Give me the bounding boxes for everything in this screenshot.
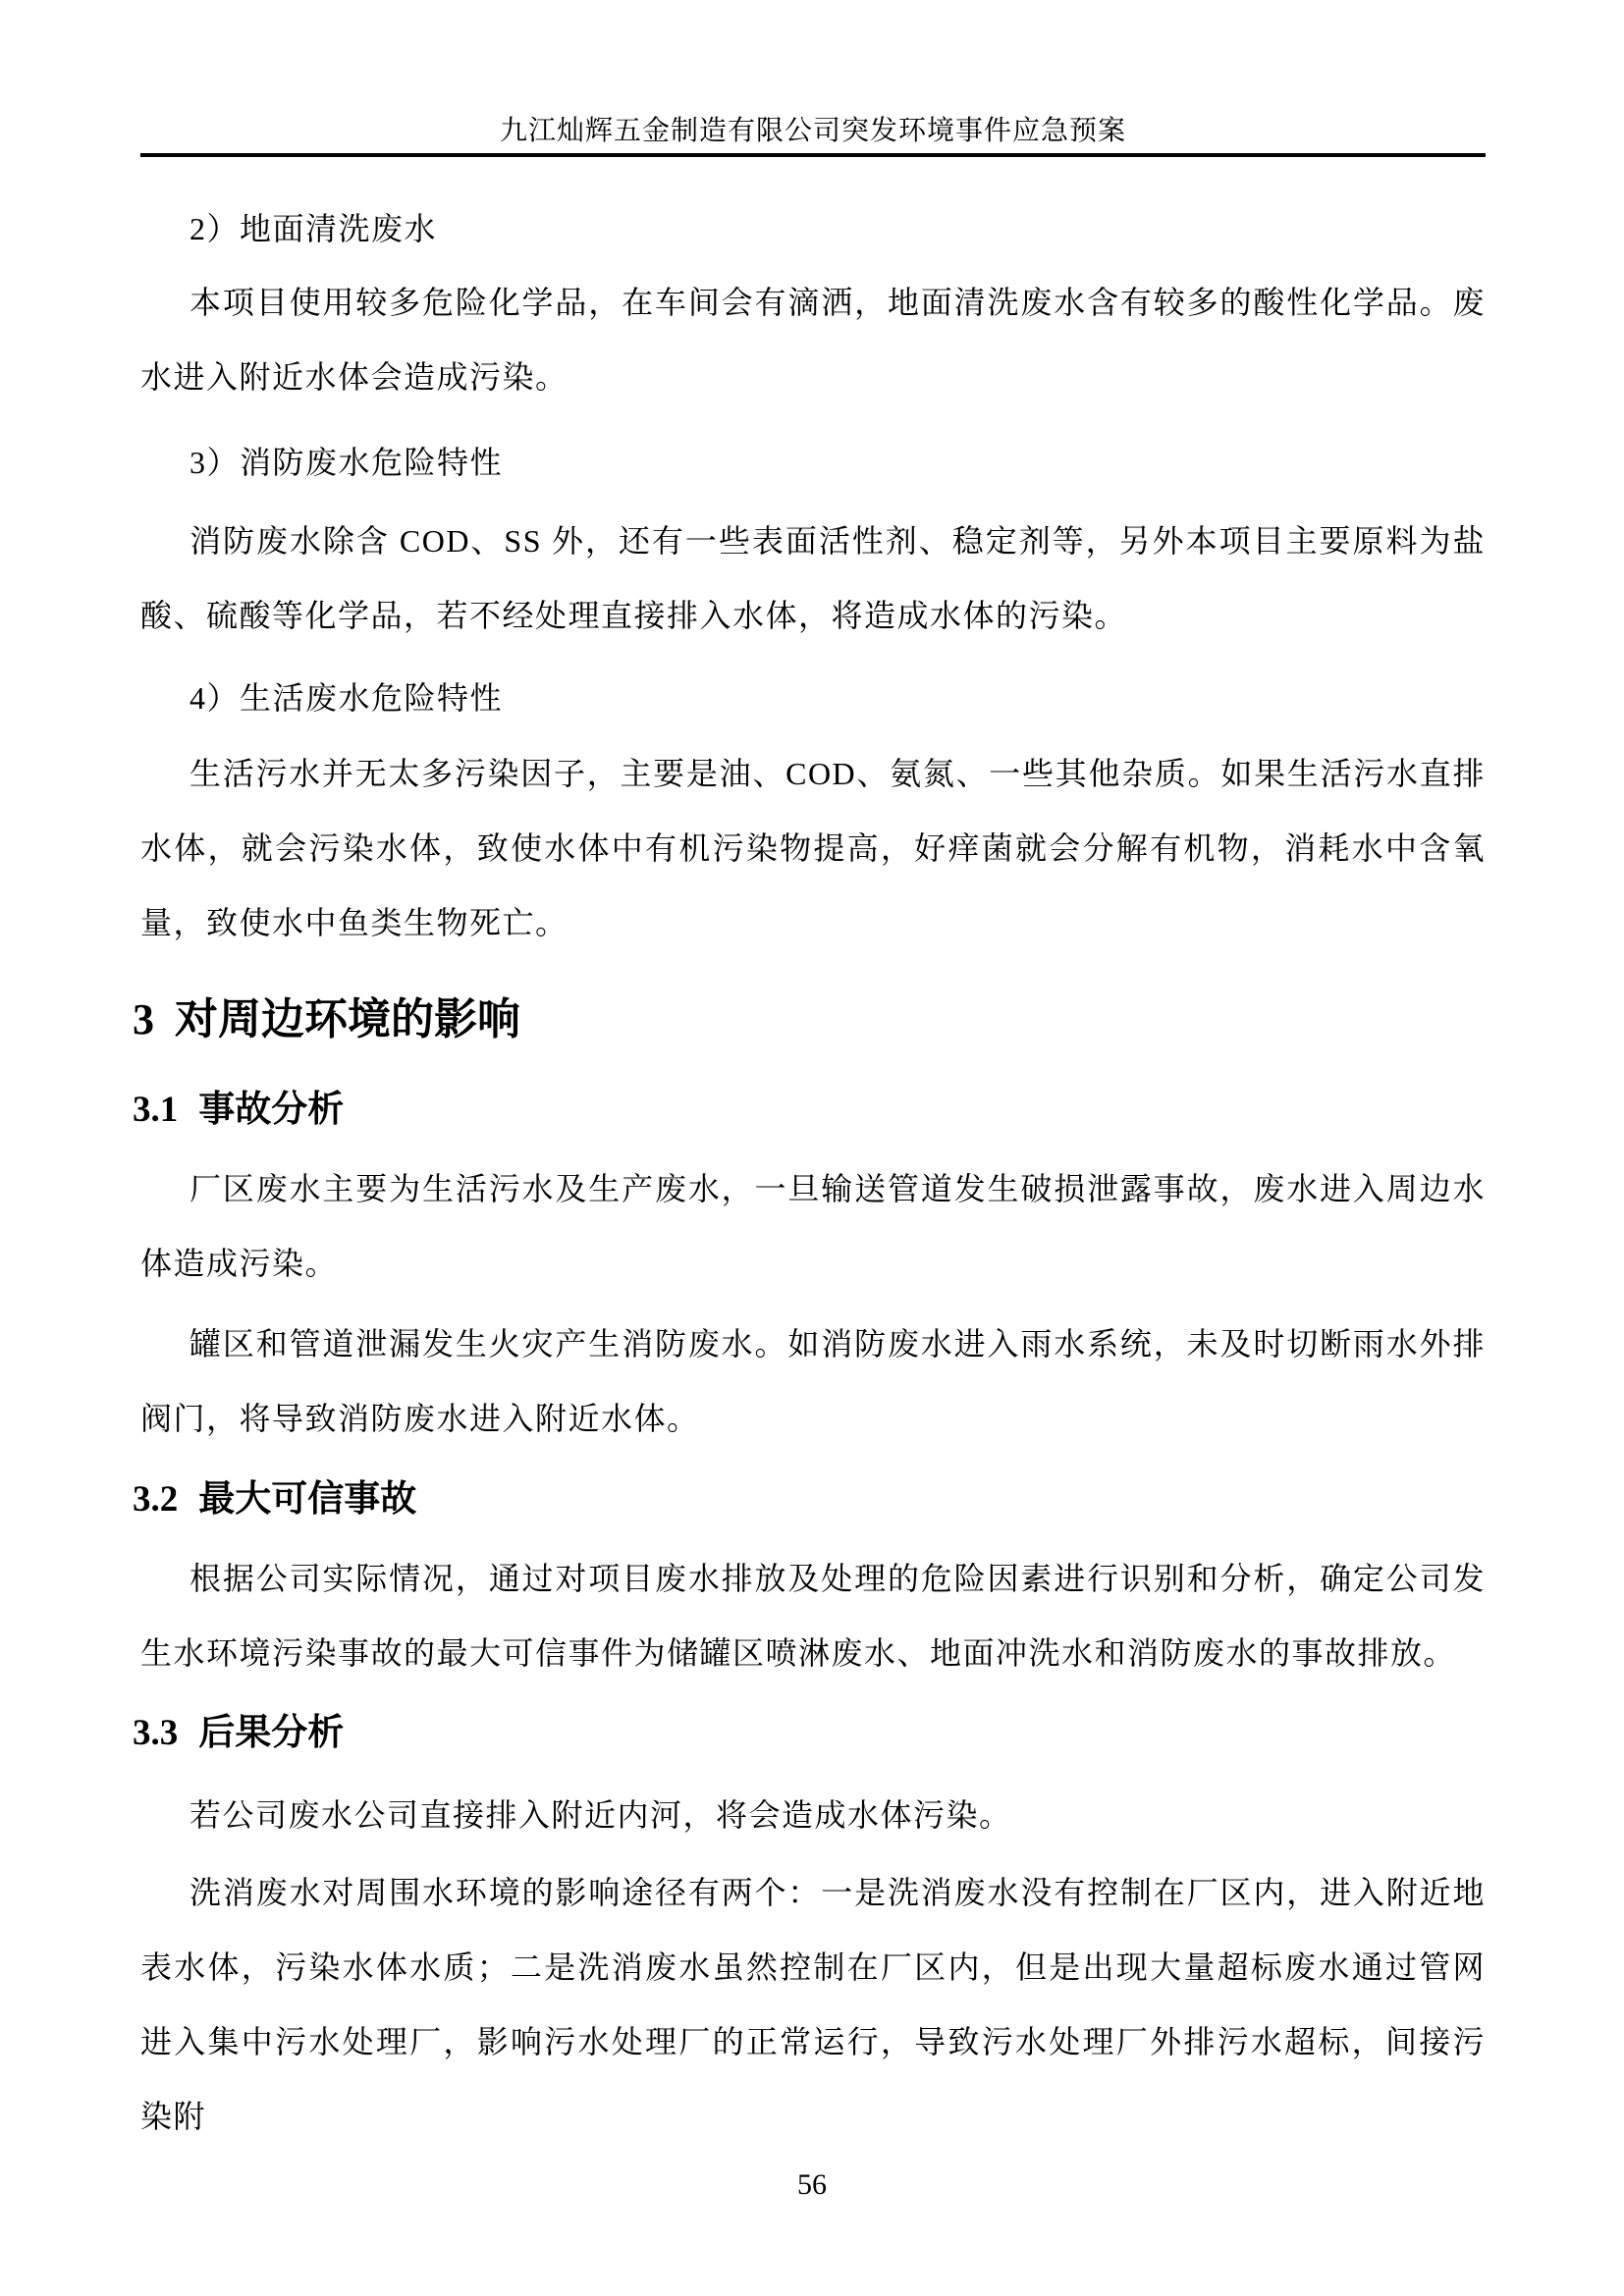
paragraph-consequence-analysis-2: 洗消废水对周围水环境的影响途径有两个：一是洗消废水没有控制在厂区内，进入附近地表水体，污染水体水质；二是洗消废水虽然控制在厂区内，但是出现大量超标废水通过管网进入集中污水处理厂，影响污水处理厂的正常运行，导致污水处理厂外排污水超标，间接污染附 (140, 1875, 1486, 2134)
paragraph-accident-analysis-2: 罐区和管道泄漏发生火灾产生消防废水。如消防废水进入雨水系统，未及时切断雨水外排阀门，将导致消防废水进入附近水体。 (140, 1326, 1486, 1436)
subsection-heading-3-2 (133, 1472, 1486, 1527)
subsection-heading-3-1 (133, 1083, 1486, 1138)
subsection-number: 3.2 (133, 1479, 179, 1520)
header-rule (140, 153, 1486, 157)
subsection-title: 最大可信事故 (198, 1479, 417, 1520)
section-number: 3 (133, 995, 154, 1043)
subsection-title: 后果分析 (198, 1713, 345, 1753)
subsection-title: 事故分析 (198, 1090, 345, 1130)
paragraph-max-credible-accident: 根据公司实际情况，通过对项目废水排放及处理的危险因素进行识别和分析，确定公司发生水环境污染事故的最大可信事件为储罐区喷淋废水、地面冲洗水和消防废水的事故排放。 (140, 1561, 1486, 1671)
page-header-title: 九江灿辉五金制造有限公司突发环境事件应急预案 (499, 116, 1126, 146)
list-item-2-ground-washing: 2）地面清洗废水 (189, 211, 438, 246)
paragraph-ground-washing-detail: 本项目使用较多危险化学品，在车间会有滴洒，地面清洗废水含有较多的酸性化学品。废水进入附近水体会造成污染。 (140, 285, 1486, 395)
subsection-heading-3-3 (133, 1706, 1486, 1761)
section-title: 对周边环境的影响 (175, 995, 520, 1043)
list-item-4-domestic-wastewater: 4）生活废水危险特性 (189, 680, 504, 716)
paragraph-fire-wastewater-detail: 消防废水除含 COD、SS 外，还有一些表面活性剂、稳定剂等，另外本项目主要原料为盐酸、硫酸等化学品，若不经处理直接排入水体，将造成水体的污染。 (140, 523, 1486, 633)
list-item-3-fire-wastewater: 3）消防废水危险特性 (189, 445, 504, 480)
paragraph-accident-analysis-1: 厂区废水主要为生活污水及生产废水，一旦输送管道发生破损泄露事故，废水进入周边水体造成污染。 (140, 1171, 1486, 1281)
subsection-number: 3.1 (133, 1090, 179, 1130)
subsection-number: 3.3 (133, 1713, 179, 1753)
page-number: 56 (797, 2168, 827, 2201)
section-heading-3 (133, 990, 1486, 1049)
paragraph-domestic-wastewater-detail: 生活污水并无太多污染因子，主要是油、COD、氨氮、一些其他杂质。如果生活污水直排水体，就会污染水体，致使水体中有机污染物提高，好痒菌就会分解有机物，消耗水中含氧量，致使水中鱼类生物死亡。 (140, 756, 1486, 940)
paragraph-consequence-analysis-1: 若公司废水公司直接排入附近内河，将会造成水体污染。 (189, 1797, 1012, 1833)
